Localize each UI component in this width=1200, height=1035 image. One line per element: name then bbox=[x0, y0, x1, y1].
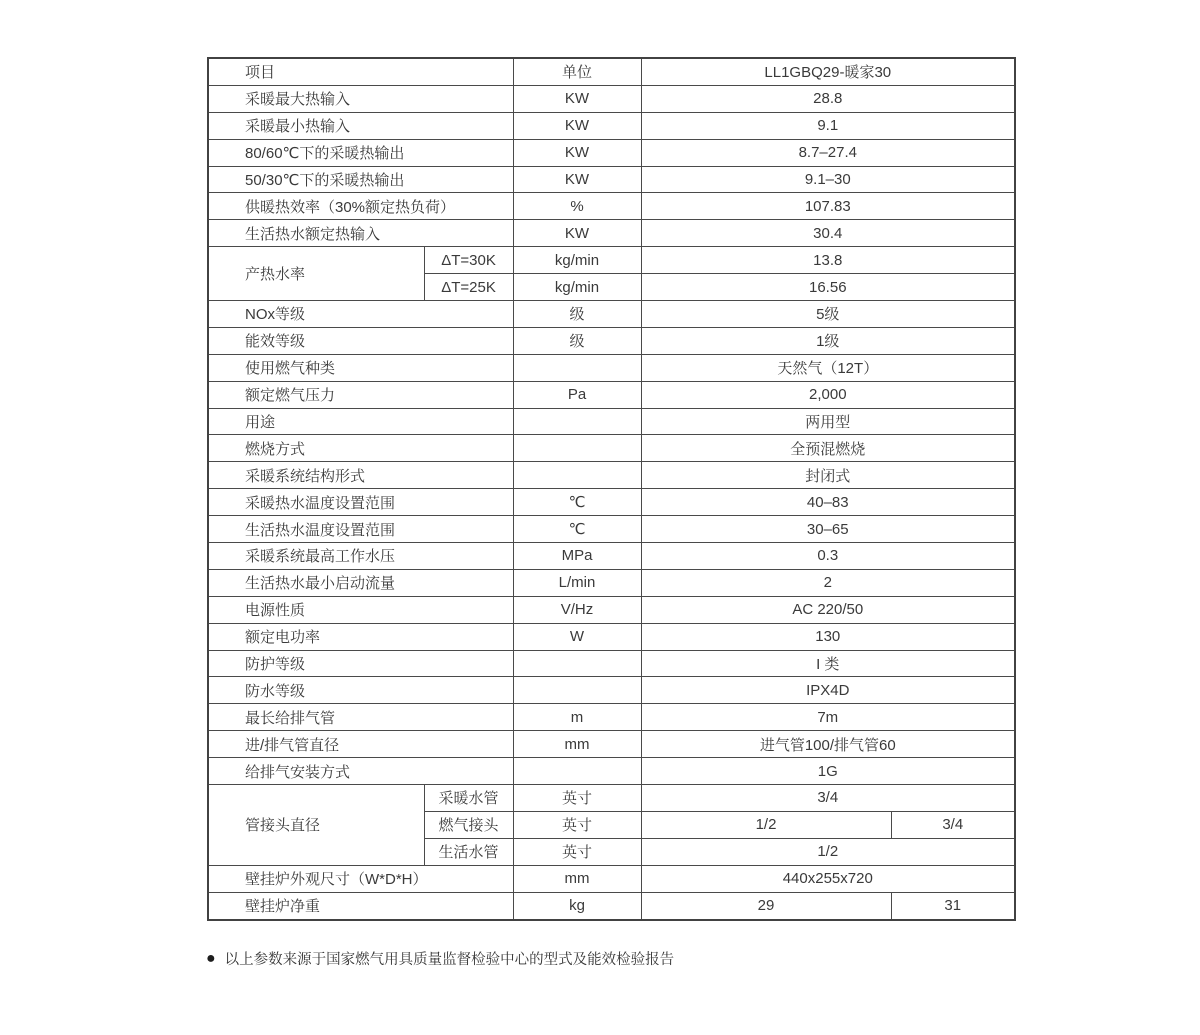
row-label: 燃烧方式 bbox=[208, 435, 513, 462]
table-row bbox=[208, 569, 1015, 596]
row-label: 采暖最小热输入 bbox=[208, 112, 513, 139]
table-cell: IPX4D bbox=[641, 677, 1015, 704]
row-label: 额定电功率 bbox=[208, 623, 513, 650]
table-row bbox=[208, 220, 1015, 247]
table-cell: 2 bbox=[641, 569, 1015, 596]
row-label: 80/60℃下的采暖热输出 bbox=[208, 139, 513, 166]
table-cell: mm bbox=[513, 865, 641, 892]
table-cell: W bbox=[513, 623, 641, 650]
table-cell: ℃ bbox=[513, 516, 641, 543]
row-label: 防水等级 bbox=[208, 677, 513, 704]
table-cell: L/min bbox=[513, 569, 641, 596]
table-cell: 1/2 bbox=[641, 811, 891, 838]
table-cell: AC 220/50 bbox=[641, 596, 1015, 623]
table-row bbox=[208, 596, 1015, 623]
table-cell: 29 bbox=[641, 892, 891, 919]
header-unit: 单位 bbox=[513, 58, 641, 85]
row-label: NOx等级 bbox=[208, 301, 513, 328]
table-row bbox=[208, 408, 1015, 435]
table-cell: 0.3 bbox=[641, 543, 1015, 570]
table-cell: 两用型 bbox=[641, 408, 1015, 435]
table-row bbox=[208, 139, 1015, 166]
table-cell: 16.56 bbox=[641, 274, 1015, 301]
row-label: 额定燃气压力 bbox=[208, 381, 513, 408]
table-row bbox=[208, 301, 1015, 328]
table-cell: 1G bbox=[641, 758, 1015, 785]
table-row bbox=[208, 489, 1015, 516]
table-row bbox=[208, 704, 1015, 731]
table-cell: 30.4 bbox=[641, 220, 1015, 247]
table-cell bbox=[513, 354, 641, 381]
table-cell: 130 bbox=[641, 623, 1015, 650]
row-label: 最长给排气管 bbox=[208, 704, 513, 731]
table-cell bbox=[513, 650, 641, 677]
table-cell: 英寸 bbox=[513, 785, 641, 812]
table-cell: KW bbox=[513, 220, 641, 247]
row-label: 采暖系统结构形式 bbox=[208, 462, 513, 489]
footnote-text: 以上参数来源于国家燃气用具质量监督检验中心的型式及能效检验报告 bbox=[224, 952, 675, 968]
table-row bbox=[208, 381, 1015, 408]
table-cell bbox=[513, 677, 641, 704]
row-label: 生活热水额定热输入 bbox=[208, 220, 513, 247]
table-cell: 28.8 bbox=[641, 85, 1015, 112]
table-cell: KW bbox=[513, 139, 641, 166]
table-cell: kg/min bbox=[513, 247, 641, 274]
table-row bbox=[208, 731, 1015, 758]
table-row bbox=[208, 85, 1015, 112]
table-cell bbox=[513, 462, 641, 489]
table-cell: ΔT=30K bbox=[424, 247, 513, 274]
table-row bbox=[208, 785, 1015, 812]
table-cell: kg bbox=[513, 892, 641, 919]
table-cell: 级 bbox=[513, 327, 641, 354]
table-cell: 7m bbox=[641, 704, 1015, 731]
table-cell: 2,000 bbox=[641, 381, 1015, 408]
spec-table bbox=[207, 57, 1016, 921]
table-row bbox=[208, 543, 1015, 570]
table-row bbox=[208, 112, 1015, 139]
row-label: 壁挂炉净重 bbox=[208, 892, 513, 919]
table-row bbox=[208, 166, 1015, 193]
table-cell: 440x255x720 bbox=[641, 865, 1015, 892]
table-cell: kg/min bbox=[513, 274, 641, 301]
table-row bbox=[208, 623, 1015, 650]
table-row bbox=[208, 892, 1015, 919]
table-cell: 封闭式 bbox=[641, 462, 1015, 489]
table-cell: Pa bbox=[513, 381, 641, 408]
table-row bbox=[208, 758, 1015, 785]
table-cell: 5级 bbox=[641, 301, 1015, 328]
table-cell: m bbox=[513, 704, 641, 731]
table-cell: ℃ bbox=[513, 489, 641, 516]
table-cell: I 类 bbox=[641, 650, 1015, 677]
table-cell: 英寸 bbox=[513, 811, 641, 838]
table-cell: MPa bbox=[513, 543, 641, 570]
table-cell: 3/4 bbox=[641, 785, 1015, 812]
table-cell: 燃气接头 bbox=[424, 811, 513, 838]
table-row bbox=[208, 354, 1015, 381]
table-cell: 9.1–30 bbox=[641, 166, 1015, 193]
row-label: 生活热水最小启动流量 bbox=[208, 569, 513, 596]
table-cell: ΔT=25K bbox=[424, 274, 513, 301]
table-cell: 107.83 bbox=[641, 193, 1015, 220]
row-label: 采暖最大热输入 bbox=[208, 85, 513, 112]
table-cell: 3/4 bbox=[891, 811, 1015, 838]
table-cell: 全预混燃烧 bbox=[641, 435, 1015, 462]
row-label: 生活热水温度设置范围 bbox=[208, 516, 513, 543]
row-label: 防护等级 bbox=[208, 650, 513, 677]
table-cell: 9.1 bbox=[641, 112, 1015, 139]
table-cell: 13.8 bbox=[641, 247, 1015, 274]
table-cell bbox=[513, 758, 641, 785]
table-cell: 1/2 bbox=[641, 838, 1015, 865]
table-row bbox=[208, 462, 1015, 489]
table-cell: 40–83 bbox=[641, 489, 1015, 516]
row-label: 给排气安装方式 bbox=[208, 758, 513, 785]
table-cell: 8.7–27.4 bbox=[641, 139, 1015, 166]
row-label: 用途 bbox=[208, 408, 513, 435]
table-cell: % bbox=[513, 193, 641, 220]
table-row bbox=[208, 435, 1015, 462]
row-label: 电源性质 bbox=[208, 596, 513, 623]
table-row bbox=[208, 865, 1015, 892]
table-row bbox=[208, 677, 1015, 704]
header-model: LL1GBQ29-暖家30 bbox=[641, 58, 1015, 85]
row-label: 管接头直径 bbox=[208, 785, 424, 866]
table-row bbox=[208, 247, 1015, 274]
table-cell: 30–65 bbox=[641, 516, 1015, 543]
table-cell: V/Hz bbox=[513, 596, 641, 623]
spec-table-body bbox=[208, 85, 1015, 919]
table-row bbox=[208, 650, 1015, 677]
table-cell: 级 bbox=[513, 301, 641, 328]
table-cell: KW bbox=[513, 112, 641, 139]
table-cell: KW bbox=[513, 85, 641, 112]
row-label: 采暖系统最高工作水压 bbox=[208, 543, 513, 570]
row-label: 壁挂炉外观尺寸（W*D*H） bbox=[208, 865, 513, 892]
row-label: 产热水率 bbox=[208, 247, 424, 301]
table-cell: 1级 bbox=[641, 327, 1015, 354]
table-row bbox=[208, 327, 1015, 354]
row-label: 能效等级 bbox=[208, 327, 513, 354]
table-cell bbox=[513, 408, 641, 435]
table-header-row bbox=[208, 58, 1015, 85]
table-cell: 采暖水管 bbox=[424, 785, 513, 812]
table-cell: mm bbox=[513, 731, 641, 758]
row-label: 供暖热效率（30%额定热负荷） bbox=[208, 193, 513, 220]
table-row bbox=[208, 516, 1015, 543]
bullet-icon: ● bbox=[206, 949, 216, 967]
row-label: 使用燃气种类 bbox=[208, 354, 513, 381]
footnote bbox=[206, 948, 674, 969]
table-cell bbox=[513, 435, 641, 462]
row-label: 进/排气管直径 bbox=[208, 731, 513, 758]
row-label: 50/30℃下的采暖热输出 bbox=[208, 166, 513, 193]
table-cell: 天然气（12T） bbox=[641, 354, 1015, 381]
table-row bbox=[208, 193, 1015, 220]
table-cell: 生活水管 bbox=[424, 838, 513, 865]
table-cell: 进气管100/排气管60 bbox=[641, 731, 1015, 758]
table-cell: 英寸 bbox=[513, 838, 641, 865]
table-cell: KW bbox=[513, 166, 641, 193]
row-label: 采暖热水温度设置范围 bbox=[208, 489, 513, 516]
header-item: 项目 bbox=[208, 58, 513, 85]
table-cell: 31 bbox=[891, 892, 1015, 919]
